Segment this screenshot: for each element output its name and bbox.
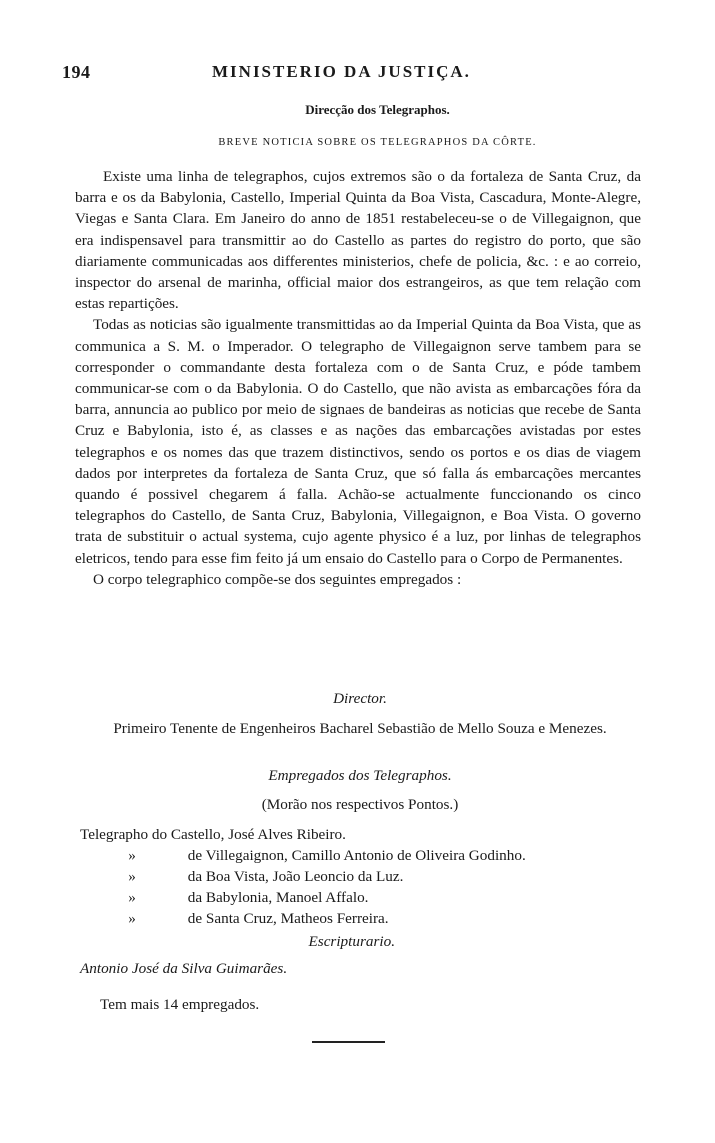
ditto-mark: » xyxy=(128,889,136,906)
director-heading-block xyxy=(75,690,645,708)
employees-heading: Empregados dos Telegraphos. xyxy=(268,767,452,784)
employees-note: (Morão nos respectivos Pontos.) xyxy=(261,796,459,813)
page-header xyxy=(62,62,652,88)
employee-row xyxy=(80,845,650,866)
section-title: Direcção dos Telegraphos. xyxy=(305,102,450,117)
extra-employees-note: Tem mais 14 empregados. xyxy=(100,996,260,1013)
employee-name: Manoel Affalo. xyxy=(275,889,369,906)
page-number: 194 xyxy=(62,62,91,82)
employee-list xyxy=(80,824,650,929)
director-name: Primeiro Tenente de Engenheiros Bacharel Sebastião de Mello Souza e Menezes. xyxy=(113,720,607,737)
employees-note-block xyxy=(75,796,645,814)
scrivener-name: Antonio José da Silva Guimarães. xyxy=(80,960,288,977)
paragraph-3: O corpo telegraphico compõe-se dos seguintes empregados : xyxy=(93,570,462,588)
employee-name: Matheos Ferreira. xyxy=(280,910,389,927)
article-title: BREVE NOTICIA SOBRE OS TELEGRAPHOS DA CÔRTE. xyxy=(218,137,537,148)
employee-name: José Alves Ribeiro. xyxy=(228,826,346,843)
employees-heading-block xyxy=(75,767,645,785)
employee-row xyxy=(80,866,650,887)
employee-name: Camillo Antonio de Oliveira Godinho. xyxy=(291,847,526,864)
employee-place: da Babylonia, xyxy=(187,889,273,906)
employee-row xyxy=(80,887,650,908)
running-head: MINISTERIO DA JUSTIÇA. xyxy=(212,62,471,81)
employee-place: da Boa Vista, xyxy=(187,868,269,885)
ditto-mark: » xyxy=(128,868,136,885)
director-heading: Director. xyxy=(333,690,387,707)
employee-place: de Villegaignon, xyxy=(187,847,288,864)
closing-rule xyxy=(312,1041,385,1043)
paragraph-2: Todas as noticias são igualmente transmittidas ao da Imperial Quinta da Boa Vista, que as communica a S. M. o Imperador. O telegrapho de Villegaignon serve tambem para se corresponder o commandante desta fortaleza com o de Santa Cruz, e póde tambem communicar-se com o da Babylonia. O do Castello, que não avista as embarcações fóra da barra, annuncia ao publico por meio de signaes de bandeiras as noticias que recebe de Santa Cruz e Babylonia, isto é, as classes e as nações das embarcações avistadas por estes telegraphos e os nomes das que trazem distinctivos, sendo os portos e os dias de viagem dados por interpretes da fortaleza de Santa Cruz, que só falla ás embarcações mercantes quando é possivel chegarem á falla. Achão-se actualmente funccionando os cinco telegraphos do Castello, de Santa Cruz, Babylonia, Villegaignon, e Boa Vista. O governo trata de substituir o actual systema, cujo agente physico é a luz, por linhas de telegraphos eletricos, tendo para esse fim feito já um ensaio do Castello para o Corpo de Permanentes. xyxy=(75,316,641,567)
body-text xyxy=(75,166,641,590)
employee-row xyxy=(80,908,650,929)
employee-name: João Leoncio da Luz. xyxy=(272,868,404,885)
ditto-mark: » xyxy=(128,910,136,927)
scrivener-heading: Escripturario. xyxy=(308,933,395,950)
employee-row xyxy=(80,824,650,845)
employee-place: Telegrapho do Castello, xyxy=(80,826,225,843)
paragraph-1: Existe uma linha de telegraphos, cujos extremos são o da fortaleza de Santa Cruz, da barra e os da Babylonia, Castello, Imperial Quinta da Boa Vista, Cascadura, Monte-Alegre, Viegas e Santa Clara. Em Janeiro do anno de 1851 restabeleceu-se o de Villegaignon, que era indispensavel para transmittir ao do Castello as partes do registro do porto, que são diariamente communicadas aos differentes ministerios, chefe de policia, &c. : e ao correio, inspector do arsenal de marinha, official maior dos estrangeiros, as que tem relação com estas repartições. xyxy=(75,168,641,313)
ditto-mark: » xyxy=(128,847,136,864)
employee-place: de Santa Cruz, xyxy=(187,910,277,927)
